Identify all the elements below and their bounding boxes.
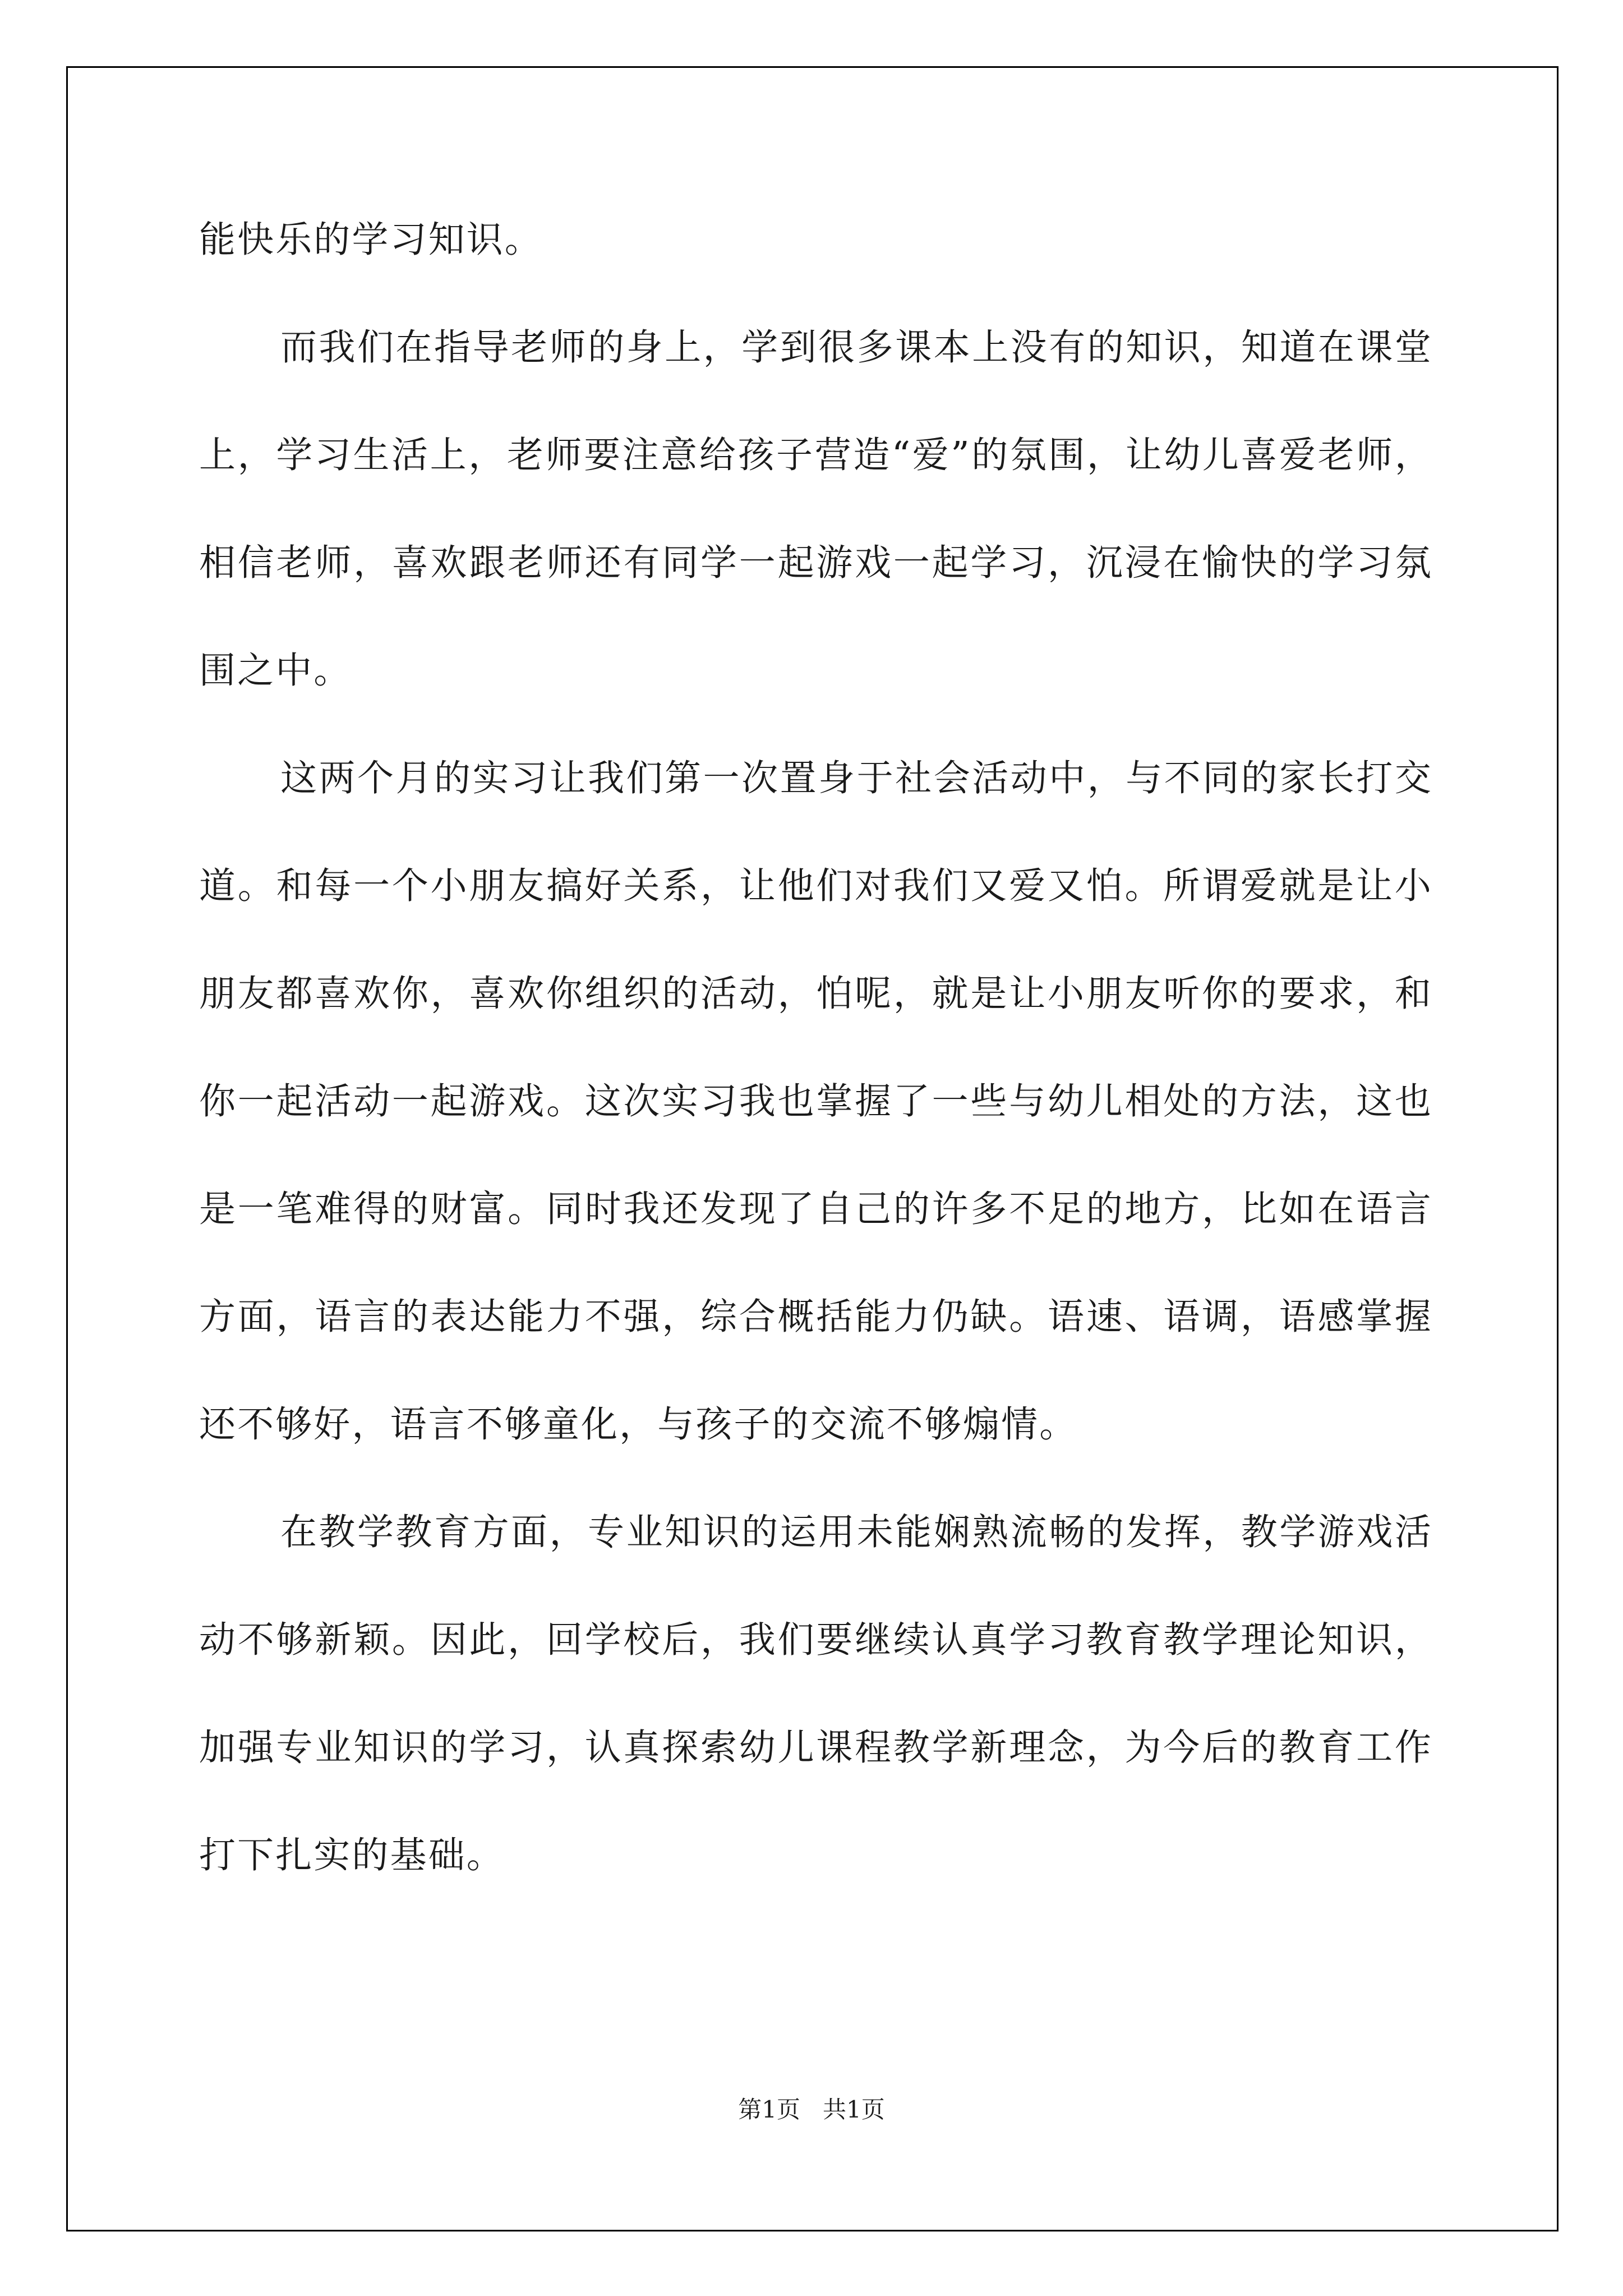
paragraph-2: 而我们在指导老师的身上，学到很多课本上没有的知识，知道在课堂上，学习生活上，老师要注意给孩子营造“爱”的氛围，让幼儿喜爱老师，相信老师，喜欢跟老师还有同学一起游戏一起学习，沉浸在愉快的学习氛围之中。	[199, 326, 1433, 692]
page-number-total: 共1页	[823, 2096, 885, 2123]
paragraph-4: 在教学教育方面，专业知识的运用未能娴熟流畅的发挥，教学游戏活动不够新颖。因此，回学校后，我们要继续认真学习教育教学理论知识，加强专业知识的学习，认真探索幼儿课程教学新理念，为今后的教育工作打下扎实的基础。	[199, 1511, 1433, 1876]
paragraph-1: 能快乐的学习知识。	[199, 219, 543, 261]
paragraph-3: 这两个月的实习让我们第一次置身于社会活动中，与不同的家长打交道。和每一个小朋友搞好关系，让他们对我们又爱又怕。所谓爱就是让小朋友都喜欢你，喜欢你组织的活动，怕呢，就是让小朋友听你的要求，和你一起活动一起游戏。这次实习我也掌握了一些与幼儿相处的方法，这也是一笔难得的财富。同时我还发现了自己的许多不足的地方，比如在语言方面，语言的表达能力不强，综合概括能力仍缺。语速、语调，语感掌握还不够好，语言不够童化，与孩子的交流不够煽情。	[199, 757, 1433, 1446]
page-number-current: 第1页	[738, 2096, 800, 2123]
page-footer	[0, 2091, 1623, 2125]
document-body	[199, 186, 1433, 1910]
